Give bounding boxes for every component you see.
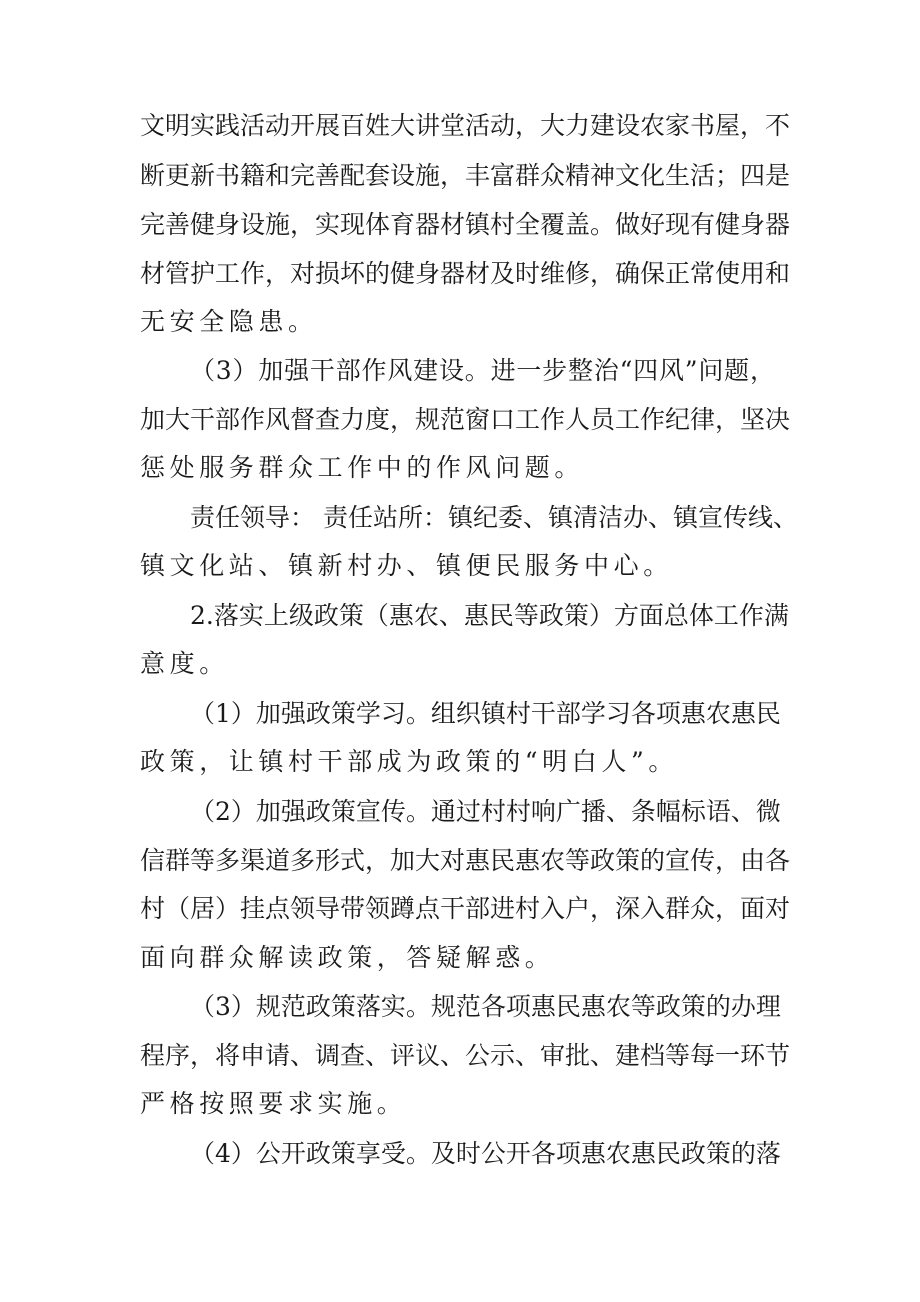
paragraph-line: 材管护工作，对损坏的健身器材及时维修，确保正常使用和	[140, 259, 791, 288]
paragraph-line: 镇文化站、镇新村办、镇便民服务中心。	[140, 551, 673, 580]
paragraph-line: （3）加强干部作风建设。进一步整治“四风”问题，	[190, 356, 775, 385]
paragraph-line: 完善健身设施，实现体育器材镇村全覆盖。做好现有健身器	[140, 210, 791, 239]
paragraph-line: 文明实践活动开展百姓大讲堂活动，大力建设农家书屋，不	[140, 111, 791, 140]
paragraph-line: 严格按照要求实施。	[140, 1089, 407, 1118]
paragraph-line: （3）规范政策落实。规范各项惠民惠农等政策的办理	[190, 992, 781, 1021]
paragraph-line: 断更新书籍和完善配套设施，丰富群众精神文化生活；四是	[140, 161, 791, 190]
paragraph-line: 无安全隐患。	[140, 307, 318, 336]
paragraph-line: 面向群众解读政策，答疑解惑。	[140, 943, 555, 972]
paragraph-line: 加大干部作风督查力度，规范窗口工作人员工作纪律，坚决	[140, 405, 791, 434]
paragraph-line: 责任领导： 责任站所：镇纪委、镇清洁办、镇宣传线、	[190, 503, 798, 532]
paragraph-line: 惩处服务群众工作中的作风问题。	[140, 453, 585, 482]
paragraph-line: （2）加强政策宣传。通过村村响广播、条幅标语、微	[190, 797, 781, 826]
paragraph-line: 程序，将申请、调查、评议、公示、审批、建档等每一环节	[140, 1041, 791, 1070]
paragraph-line: 政策，让镇村干部成为政策的“明白人”。	[140, 747, 678, 776]
paragraph-line: 意度。	[140, 649, 229, 678]
paragraph-line: 村（居）挂点领导带领蹲点干部进村入户，深入群众，面对	[140, 894, 791, 923]
paragraph-line: 信群等多渠道多形式，加大对惠民惠农等政策的宣传，由各	[140, 846, 791, 875]
paragraph-line: 2.落实上级政策（惠农、惠民等政策）方面总体工作满	[190, 601, 789, 630]
paragraph-line: （4）公开政策享受。及时公开各项惠农惠民政策的落	[190, 1139, 781, 1168]
paragraph-line: （1）加强政策学习。组织镇村干部学习各项惠农惠民	[190, 699, 781, 728]
